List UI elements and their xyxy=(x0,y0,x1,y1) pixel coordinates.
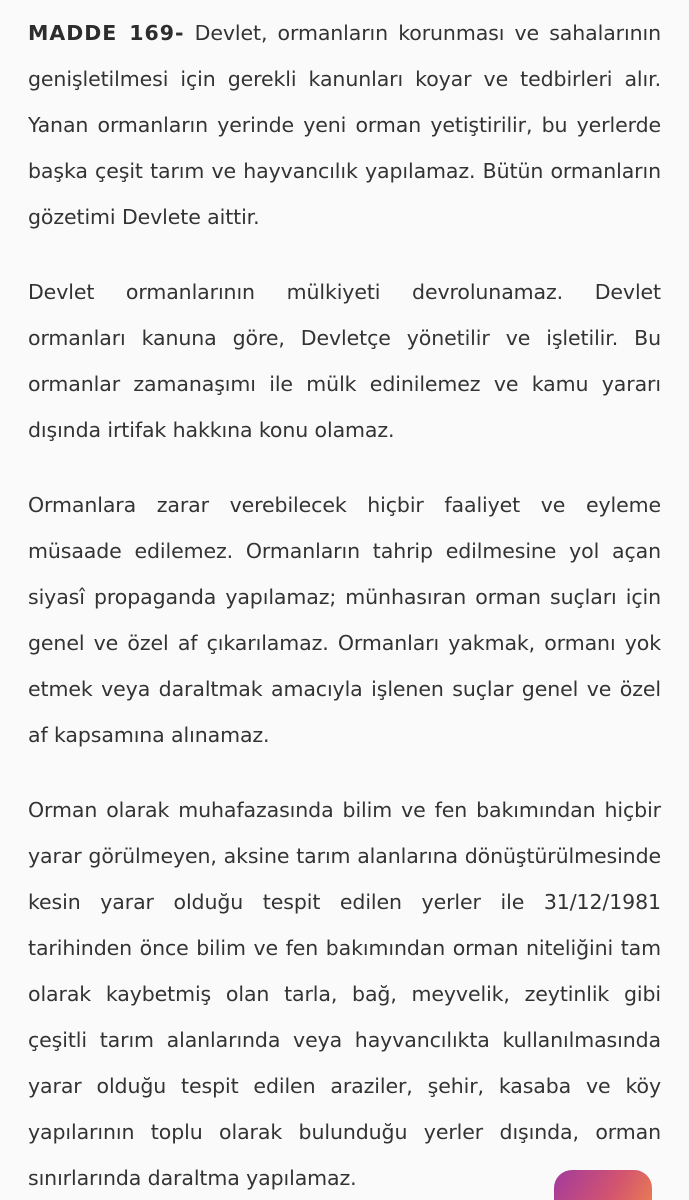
paragraph-4: Orman olarak muhafazasında bilim ve fen bakımından hiçbir yarar görülmeyen, aksine tarım alanlarına dönüştürülmesinde kesin yarar olduğu tespit edilen yerler ile 31/12/1981 tarihinden önce bilim ve fen bakımından orman niteliğini tam olarak kaybetmiş olan tarla, bağ, meyvelik, zeytinlik gibi çeşitli tarım alanlarında veya hayvancılıkta kullanılmasında yarar olduğu tespit edilen araziler, şehir, kasaba ve köy yapılarının toplu olarak bulunduğu yerler dışında, orman sınırlarında daraltma yapılamaz. xyxy=(28,798,661,1190)
paragraph-2: Devlet ormanlarının mülkiyeti devrolunamaz. Devlet ormanları kanuna göre, Devletçe yönetilir ve işletilir. Bu ormanlar zamanaşımı ile mülk edinilemez ve kamu yararı dışında irtifak hakkına konu olamaz. xyxy=(28,280,661,442)
floating-action-button[interactable] xyxy=(554,1170,652,1200)
paragraph-3: Ormanlara zarar verebilecek hiçbir faaliyet ve eyleme müsaade edilemez. Ormanların tahrip edilmesine yol açan siyasî propaganda yapılamaz; münhasıran orman suçları için genel ve özel af çıkarılamaz. Ormanları yakmak, ormanı yok etmek veya daraltmak amacıyla işlenen suçlar genel ve özel af kapsamına alınamaz. xyxy=(28,493,661,747)
article-heading: MADDE 169- xyxy=(28,21,185,45)
paragraph-1-text: Devlet, ormanların korunması ve sahalarının genişletilmesi için gerekli kanunları koyar ve tedbirleri alır. Yanan ormanların yerinde yeni orman yetiştirilir, bu yerlerde başka çeşit tarım ve hayvancılık yapılamaz. Bütün ormanların gözetimi Devlete aittir. xyxy=(28,21,661,229)
paragraph-1 xyxy=(28,10,661,240)
article-body xyxy=(28,10,661,1200)
